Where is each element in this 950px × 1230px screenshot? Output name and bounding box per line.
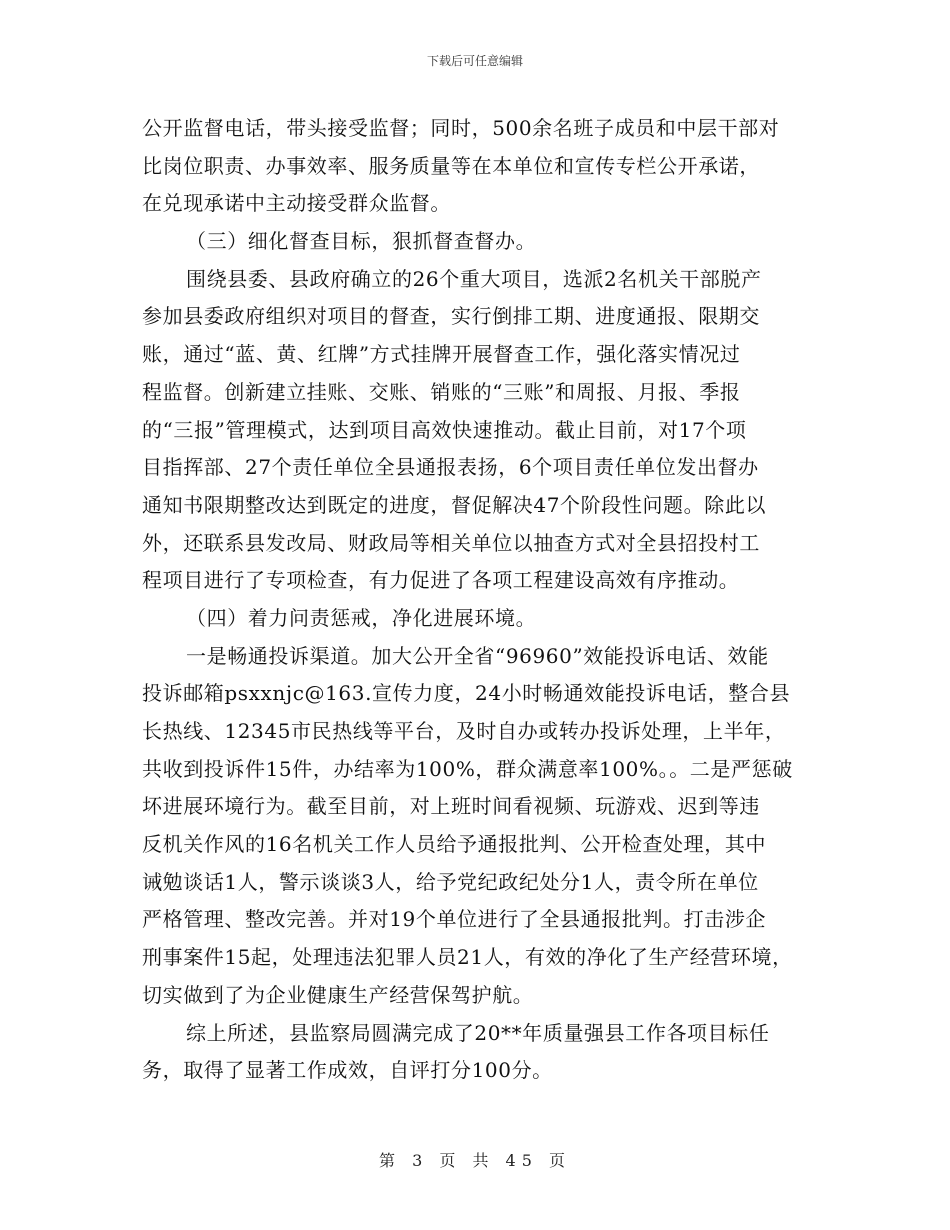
page-number: 第 3 页 共 45 页	[379, 1151, 571, 1170]
text-line: 投诉邮箱psxxnjc@163.宣传力度，24小时畅通效能投诉电话，整合县	[142, 681, 791, 706]
page-header-note: 下载后可任意编辑	[426, 54, 523, 68]
text-line: 通知书限期整改达到既定的进度，督促解决47个阶段性问题。除此以	[142, 492, 767, 517]
text-line: 外，还联系县发改局、财政局等相关单位以抽查方式对全县招投村工	[142, 530, 760, 555]
text-line: 反机关作风的16名机关工作人员给予通报批判、公开检查处理，其中	[142, 832, 767, 857]
text-line: 综上所述，县监察局圆满完成了20**年质量强县工作各项目标任	[186, 1020, 770, 1045]
text-line: 的“三报”管理模式，达到项目高效快速推动。截止目前，对17个项	[142, 417, 747, 442]
text-line: 公开监督电话，带头接受监督；同时，500余名班子成员和中层干部对	[142, 116, 780, 140]
text-line: 在兑现承诺中主动接受群众监督。	[142, 191, 451, 216]
text-line: 切实做到了为企业健康生产经营保驾护航。	[142, 982, 534, 1007]
text-line: 一是畅通投诉渠道。加大公开全省“96960”效能投诉电话、效能	[186, 643, 769, 668]
text-line: 长热线、12345市民热线等平台，及时自办或转办投诉处理，上半年，	[142, 719, 786, 743]
text-line: 程项目进行了专项检查，有力促进了各项工程建设高效有序推动。	[142, 568, 740, 593]
text-line: 目指挥部、27个责任单位全县通报表扬，6个项目责任单位发出督办	[142, 455, 759, 480]
text-line: 刑事案件15起，处理违法犯罪人员21人，有效的净化了生产经营环境，	[142, 945, 793, 970]
text-line: 比岗位职责、办事效率、服务质量等在本单位和宣传专栏公开承诺，	[142, 153, 760, 178]
text-line: 共收到投诉件15件，办结率为100%，群众满意率100%。。二是严惩破	[142, 756, 793, 781]
text-line: 账，通过“蓝、黄、红牌”方式挂牌开展督查工作，强化落实情况过	[142, 342, 741, 367]
text-line: 务，取得了显著工作成效，自评打分100分。	[142, 1058, 553, 1083]
document-body	[142, 110, 832, 1090]
text-line: 围绕县委、县政府确立的26个重大项目，选派2名机关干部脱产	[186, 266, 762, 291]
text-line: （四）着力问责惩戒，净化进展环境。	[186, 605, 537, 630]
text-line: 诫勉谈话1人，警示谈谈3人，给予党纪政纪处分1人，责令所在单位	[142, 869, 759, 894]
text-line: 坏进展环境行为。截至目前，对上班时间看视频、玩游戏、迟到等违	[142, 794, 760, 819]
text-line: 参加县委政府组织对项目的督查，实行倒排工期、进度通报、限期交	[142, 304, 760, 329]
text-line: 严格管理、整改完善。并对19个单位进行了全县通报批判。打击涉企	[142, 907, 767, 932]
text-line: 程监督。创新建立挂账、交账、销账的“三账”和周报、月报、季报	[142, 379, 741, 404]
text-line: （三）细化督查目标，狠抓督查督办。	[186, 229, 537, 254]
